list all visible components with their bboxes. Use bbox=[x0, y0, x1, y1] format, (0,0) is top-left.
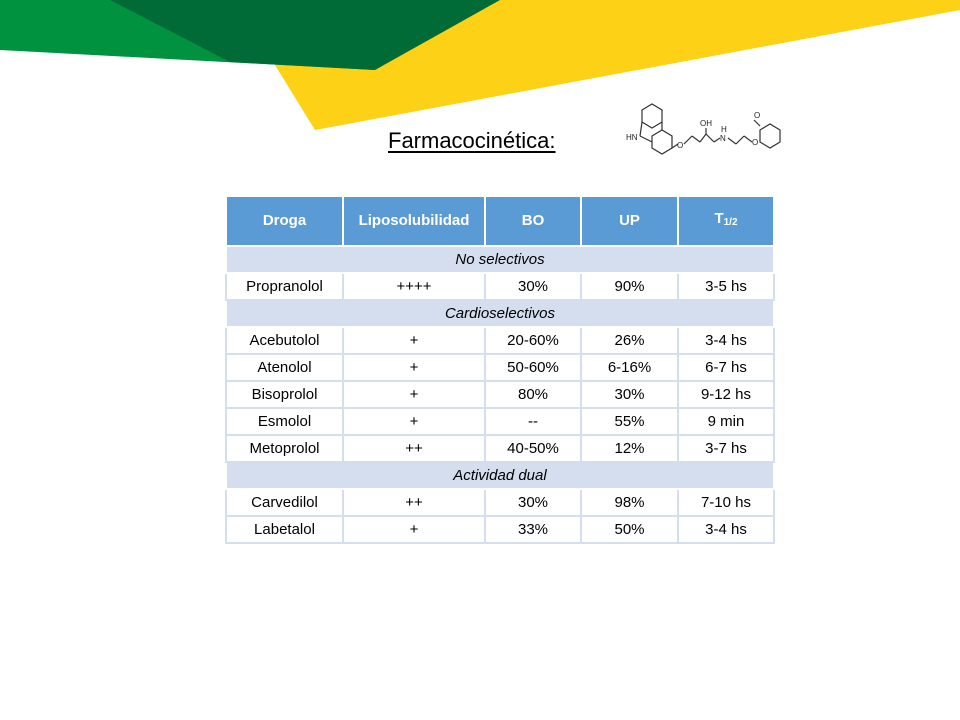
cell-bo: 33% bbox=[485, 516, 581, 543]
cell-droga: Bisoprolol bbox=[226, 381, 343, 408]
cell-liposolubilidad: + bbox=[343, 354, 485, 381]
cell-up: 50% bbox=[581, 516, 678, 543]
cell-droga: Atenolol bbox=[226, 354, 343, 381]
category-label: Actividad dual bbox=[226, 462, 774, 489]
cell-bo: 50-60% bbox=[485, 354, 581, 381]
cell-t-half: 6-7 hs bbox=[678, 354, 774, 381]
cell-up: 55% bbox=[581, 408, 678, 435]
cell-droga: Acebutolol bbox=[226, 327, 343, 354]
cell-liposolubilidad: + bbox=[343, 327, 485, 354]
molecule-label-oh: OH bbox=[700, 119, 712, 128]
cell-droga: Metoprolol bbox=[226, 435, 343, 462]
cell-bo: 80% bbox=[485, 381, 581, 408]
cell-liposolubilidad: ++++ bbox=[343, 273, 485, 300]
header-t-half bbox=[678, 196, 774, 246]
header-banner bbox=[0, 0, 960, 140]
cell-bo: 40-50% bbox=[485, 435, 581, 462]
cell-liposolubilidad: ++ bbox=[343, 435, 485, 462]
header-droga: Droga bbox=[226, 196, 343, 246]
cell-bo: 20-60% bbox=[485, 327, 581, 354]
cell-up: 26% bbox=[581, 327, 678, 354]
molecule-label-o3: O bbox=[754, 111, 761, 120]
cell-t-half: 3-4 hs bbox=[678, 327, 774, 354]
cell-up: 12% bbox=[581, 435, 678, 462]
table-row-acebutolol bbox=[226, 327, 774, 354]
cell-t-half: 3-4 hs bbox=[678, 516, 774, 543]
molecule-label-h: H bbox=[721, 125, 727, 134]
category-label: No selectivos bbox=[226, 246, 774, 273]
molecule-label-hn: HN bbox=[626, 133, 638, 142]
cell-liposolubilidad: + bbox=[343, 381, 485, 408]
molecule-label-o2: O bbox=[752, 138, 759, 147]
carvedilol-structure-image bbox=[614, 96, 800, 176]
cell-bo: 30% bbox=[485, 489, 581, 516]
cell-up: 90% bbox=[581, 273, 678, 300]
cell-t-half: 9-12 hs bbox=[678, 381, 774, 408]
category-row-cardioselectivos bbox=[226, 300, 774, 327]
cell-up: 6-16% bbox=[581, 354, 678, 381]
slide-title: Farmacocinética: bbox=[388, 128, 556, 153]
table-row-carvedilol bbox=[226, 489, 774, 516]
cell-liposolubilidad: + bbox=[343, 408, 485, 435]
cell-droga: Esmolol bbox=[226, 408, 343, 435]
cell-droga: Propranolol bbox=[226, 273, 343, 300]
cell-t-half: 9 min bbox=[678, 408, 774, 435]
cell-droga: Carvedilol bbox=[226, 489, 343, 516]
header-t-main: T bbox=[714, 210, 724, 227]
molecule-label-n: N bbox=[720, 134, 726, 143]
cell-droga: Labetalol bbox=[226, 516, 343, 543]
cell-t-half: 7-10 hs bbox=[678, 489, 774, 516]
header-up: UP bbox=[581, 196, 678, 246]
table-row-labetalol bbox=[226, 516, 774, 543]
cell-liposolubilidad: ++ bbox=[343, 489, 485, 516]
cell-bo: -- bbox=[485, 408, 581, 435]
cell-t-half: 3-7 hs bbox=[678, 435, 774, 462]
category-row-no-selectivos bbox=[226, 246, 774, 273]
table-row-atenolol bbox=[226, 354, 774, 381]
cell-liposolubilidad: + bbox=[343, 516, 485, 543]
cell-bo: 30% bbox=[485, 273, 581, 300]
table-row-bisoprolol bbox=[226, 381, 774, 408]
cell-up: 98% bbox=[581, 489, 678, 516]
pharmacokinetics-table bbox=[225, 195, 775, 544]
cell-up: 30% bbox=[581, 381, 678, 408]
header-t-sub: 1/2 bbox=[723, 217, 738, 228]
table-header-row bbox=[226, 196, 774, 246]
category-row-actividad-dual bbox=[226, 462, 774, 489]
molecule-label-o1: O bbox=[677, 141, 684, 150]
table-row-esmolol bbox=[226, 408, 774, 435]
table-row-metoprolol bbox=[226, 435, 774, 462]
header-bo: BO bbox=[485, 196, 581, 246]
category-label: Cardioselectivos bbox=[226, 300, 774, 327]
header-liposolubilidad: Liposolubilidad bbox=[343, 196, 485, 246]
table-row-propranolol bbox=[226, 273, 774, 300]
cell-t-half: 3-5 hs bbox=[678, 273, 774, 300]
